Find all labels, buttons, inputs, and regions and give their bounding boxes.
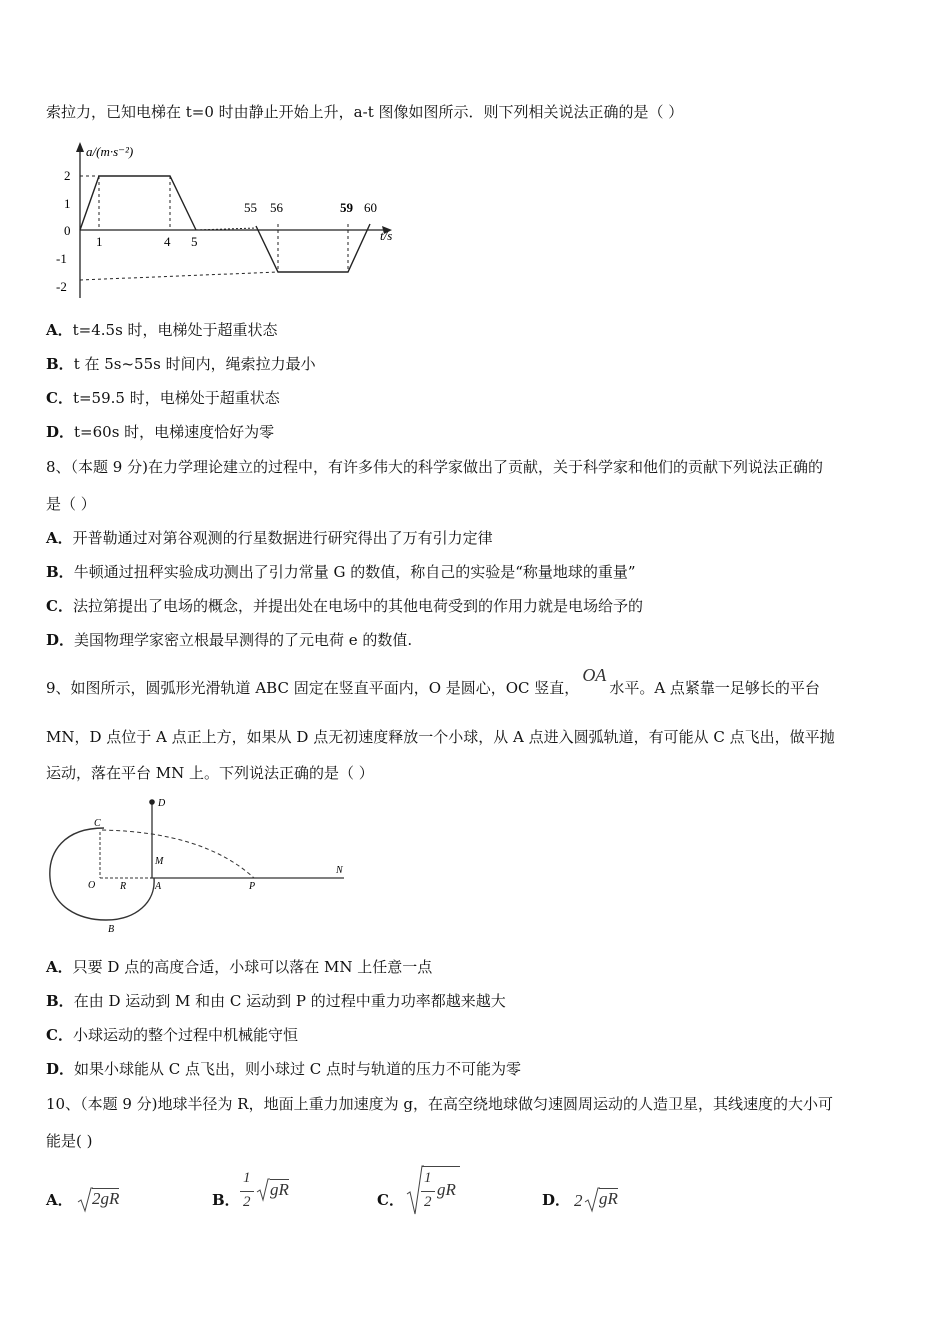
q7-stem: 索拉力，已知电梯在 t=0 时由静止开始上升，a-t 图像如图所示．则下列相关说法正确的是（ ） <box>46 103 684 121</box>
q9-stem-line2: MN，D 点位于 A 点正上方，如果从 D 点无初速度释放一个小球，从 A 点进入圆弧轨道，有可能从 C 点飞出，做平抛 <box>46 728 835 746</box>
y-tick-0: 0 <box>64 223 71 238</box>
q10-option-c-denominator: 2 <box>424 1194 432 1210</box>
x-tick-59: 59 <box>340 200 353 215</box>
q10-option-b-fraction-bar <box>240 1191 254 1192</box>
q10-option-b-letter: B． <box>212 1191 240 1209</box>
label-n: N <box>336 865 343 876</box>
q10-option-a-sqrt-symbol <box>77 1186 93 1214</box>
q10-option-d-sqrt-symbol <box>584 1186 600 1214</box>
label-o: O <box>88 880 96 891</box>
q9-option-a: A．只要 D 点的高度合适，小球可以落在 MN 上任意一点 <box>46 958 433 976</box>
q10-option-d-radicand: gR <box>599 1189 618 1208</box>
label-d: D <box>158 798 166 809</box>
q9-stem-line1: 9、如图所示，圆弧形光滑轨道 ABC 固定在竖直平面内，O 是圆心，OC 竖直，OA水平。A 点紧靠一足够长的平台 <box>46 665 820 697</box>
q10-option-b-numerator: 1 <box>243 1170 251 1186</box>
q7-option-b: B．t 在 5s~55s 时间内，绳索拉力最小 <box>46 355 316 373</box>
q10-option-a-radicand: 2gR <box>92 1189 120 1208</box>
q10-option-c-radicand: gR <box>437 1180 456 1199</box>
point-d-dot <box>149 799 155 805</box>
q10-option-a-letter: A． <box>46 1191 73 1209</box>
positive-trapezoid <box>80 176 196 230</box>
x-tick-1: 1 <box>96 234 103 249</box>
q10-option-b-sqrt-symbol <box>256 1177 270 1203</box>
negative-trapezoid <box>256 224 370 272</box>
q7-option-d: D．t=60s 时，电梯速度恰好为零 <box>46 423 275 441</box>
y-axis-arrow <box>76 142 84 152</box>
q9-stem-line3: 运动，落在平台 MN 上。下列说法正确的是（ ） <box>46 764 374 782</box>
q10-option-b-radicand: gR <box>270 1180 289 1199</box>
q8-option-c: C．法拉第提出了电场的概念，并提出处在电场中的其他电荷受到的作用力就是电场给予的 <box>46 597 643 615</box>
x-tick-60: 60 <box>364 200 377 215</box>
q10-option-c-fraction-bar <box>421 1191 435 1192</box>
x-tick-56: 56 <box>270 200 283 215</box>
q9-option-b: B．在由 D 运动到 M 和由 C 运动到 P 的过程中重力功率都越来越大 <box>46 992 506 1010</box>
q10-stem-line2: 能是( ) <box>46 1132 93 1150</box>
label-c: C <box>94 818 101 829</box>
y-tick-neg2: -2 <box>56 279 67 294</box>
q8-option-b: B．牛顿通过扭秤实验成功测出了引力常量 G 的数值，称自己的实验是“称量地球的重量” <box>46 563 636 581</box>
q10-option-b-denominator: 2 <box>243 1194 251 1210</box>
q7-option-a: A．t=4.5s 时，电梯处于超重状态 <box>46 321 278 339</box>
label-p: P <box>249 881 256 892</box>
guide-neg2 <box>80 272 278 280</box>
y-tick-neg1: -1 <box>56 251 67 266</box>
q9-option-d: D．如果小球能从 C 点飞出，则小球过 C 点时与轨道的压力不可能为零 <box>46 1060 522 1078</box>
x-tick-55: 55 <box>244 200 257 215</box>
label-m: M <box>155 856 164 867</box>
q7-option-c: C．t=59.5 时，电梯处于超重状态 <box>46 389 280 407</box>
q9-track-figure <box>44 792 354 942</box>
q9-oa-symbol: OA <box>582 665 607 685</box>
q8-stem-line2: 是（ ） <box>46 495 96 513</box>
x-tick-4: 4 <box>164 234 171 249</box>
arc-track-abc <box>50 828 154 920</box>
q10-option-c-numerator: 1 <box>424 1170 432 1186</box>
q8-option-a: A．开普勒通过对第谷观测的行星数据进行研究得出了万有引力定律 <box>46 529 493 547</box>
projectile-path <box>102 830 254 878</box>
q8-option-d: D．美国物理学家密立根最早测得的了元电荷 e 的数值. <box>46 631 413 649</box>
label-r: R <box>120 881 127 892</box>
q10-option-c-sqrt-symbol <box>406 1164 424 1216</box>
y-tick-2: 2 <box>64 168 71 183</box>
x-tick-5: 5 <box>191 234 198 249</box>
label-b: B <box>108 924 115 935</box>
label-a: A <box>155 881 162 892</box>
q9-option-c: C．小球运动的整个过程中机械能守恒 <box>46 1026 298 1044</box>
q10-option-c-radical-bar <box>422 1166 460 1167</box>
q10-option-d-coefficient: 2 <box>574 1191 583 1210</box>
q10-stem-line1: 10、（本题 9 分)地球半径为 R，地面上重力加速度为 g，在高空绕地球做匀速圆周运动的人造卫星，其线速度的大小可 <box>46 1095 833 1113</box>
q10-option-d-letter: D． <box>542 1191 571 1209</box>
q7-at-graph <box>46 138 416 308</box>
x-axis-label: t/s <box>380 228 393 243</box>
y-axis-label: a/(m·s⁻²) <box>86 144 134 159</box>
y-tick-1: 1 <box>64 196 71 211</box>
q8-stem-line1: 8、（本题 9 分)在力学理论建立的过程中，有许多伟大的科学家做出了贡献，关于科学家和他们的贡献下列说法正确的 <box>46 458 823 476</box>
q10-option-c-letter: C． <box>377 1191 404 1209</box>
